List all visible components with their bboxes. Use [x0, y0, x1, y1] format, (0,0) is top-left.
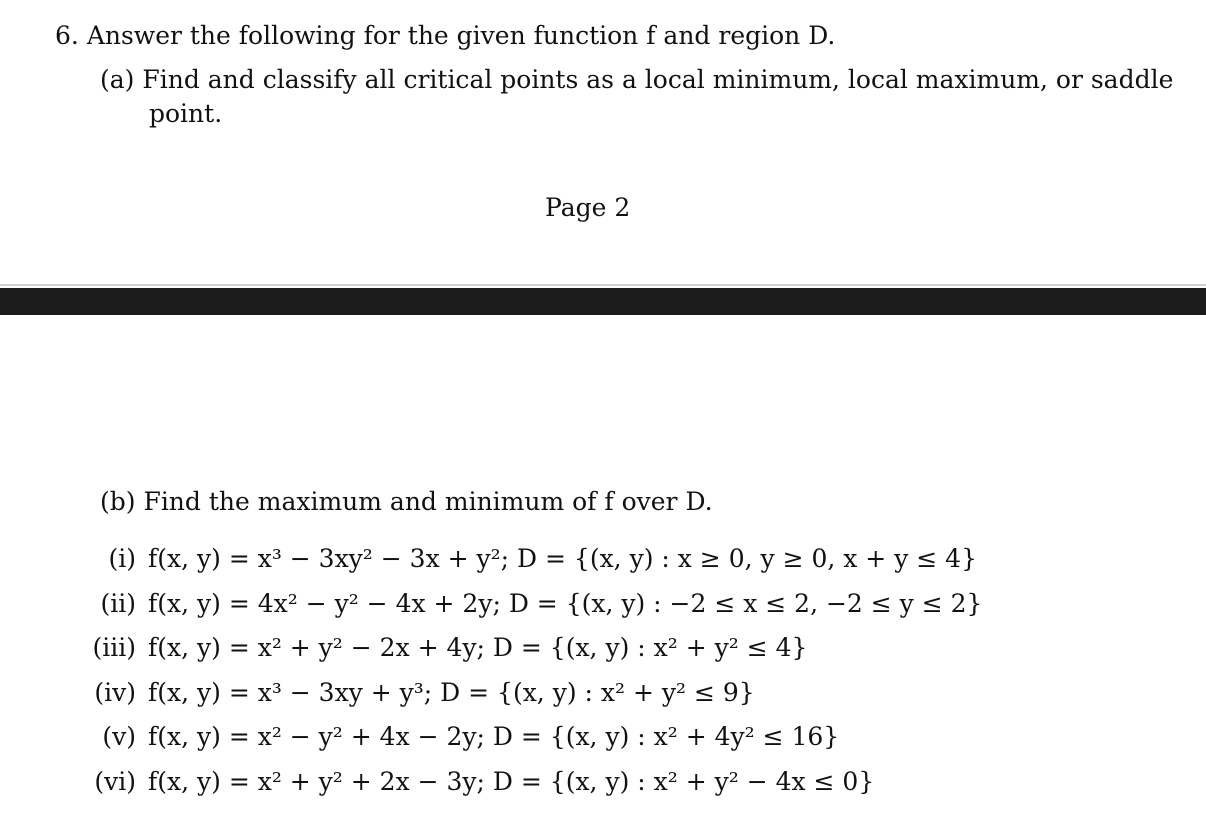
list-item	[86, 543, 977, 575]
item-expression: f(x, y) = 4x² − y² − 4x + 2y; D = {(x, y) : −2 ≤ x ≤ 2, −2 ≤ y ≤ 2}	[148, 589, 983, 618]
item-label: (v)	[102, 722, 136, 751]
item-expression: f(x, y) = x³ − 3xy² − 3x + y²; D = {(x, y) : x ≥ 0, y ≥ 0, x + y ≤ 4}	[148, 544, 977, 573]
page-number: Page 2	[545, 193, 631, 222]
question-header	[55, 20, 835, 52]
list-item	[86, 677, 755, 709]
item-expression: f(x, y) = x³ − 3xy + y³; D = {(x, y) : x² + y² ≤ 9}	[148, 678, 755, 707]
list-item	[86, 632, 807, 664]
part-b-label: (b)	[100, 487, 136, 516]
list-item	[86, 766, 874, 798]
item-label: (vi)	[94, 767, 136, 796]
item-label: (iv)	[94, 678, 136, 707]
part-a-label: (a)	[100, 65, 135, 94]
part-a-text-cont: point.	[149, 99, 223, 128]
item-label: (i)	[108, 544, 136, 573]
item-expression: f(x, y) = x² + y² + 2x − 3y; D = {(x, y) : x² + y² − 4x ≤ 0}	[148, 767, 875, 796]
part-a-line2	[149, 98, 222, 130]
item-expression: f(x, y) = x² + y² − 2x + 4y; D = {(x, y) : x² + y² ≤ 4}	[148, 633, 808, 662]
part-a-text: Find and classify all critical points as a local minimum, local maximum, or saddle	[142, 65, 1174, 94]
page-break-edge	[0, 284, 1206, 286]
part-b-header	[100, 486, 713, 518]
list-item	[86, 588, 982, 620]
item-label: (ii)	[100, 589, 136, 618]
item-expression: f(x, y) = x² − y² + 4x − 2y; D = {(x, y) : x² + 4y² ≤ 16}	[148, 722, 840, 751]
list-item	[86, 721, 839, 753]
item-label: (iii)	[92, 633, 136, 662]
page-break-divider	[0, 288, 1206, 315]
part-b-text: Find the maximum and minimum of f over D.	[143, 487, 713, 516]
question-number: 6.	[55, 21, 79, 50]
question-prompt: Answer the following for the given function f and region D.	[86, 21, 836, 50]
part-a-line1	[100, 64, 1173, 96]
